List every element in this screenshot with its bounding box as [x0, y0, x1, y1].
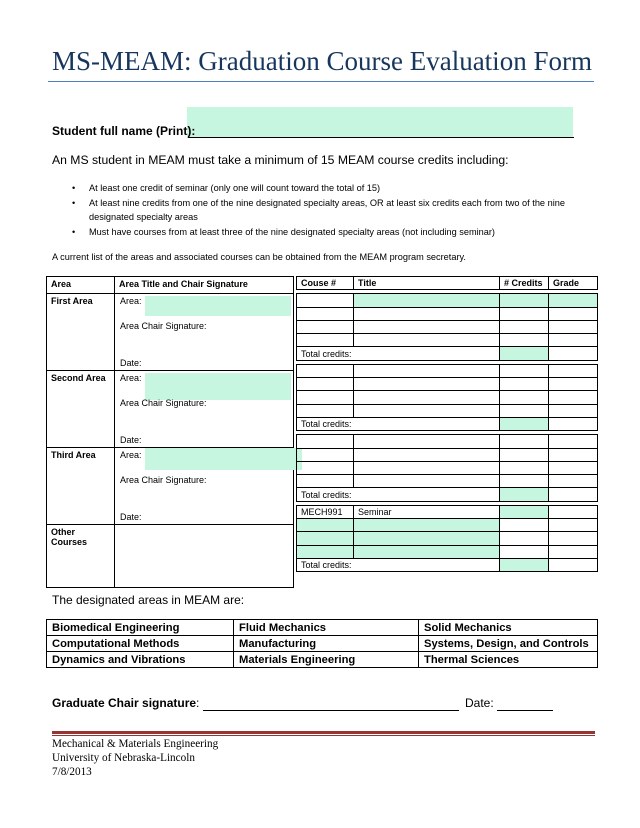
footer-department: Mechanical & Materials Engineering: [52, 738, 219, 750]
areas-table: [46, 276, 294, 588]
seminar-course-number: MECH991: [297, 505, 354, 518]
footer-rule-thin: [52, 735, 595, 736]
designated-area-cell: Materials Engineering: [234, 652, 419, 668]
requirements-intro: An MS student in MEAM must take a minimum of 15 MEAM course credits including:: [52, 153, 509, 167]
course-row: [297, 519, 598, 532]
second-area-field[interactable]: [145, 373, 291, 400]
total-row: [297, 558, 598, 571]
course-row: [297, 334, 598, 347]
total-credits-field[interactable]: [500, 488, 549, 501]
footer-rule: [52, 731, 595, 734]
area-chair-signature-label: Area Chair Signature:: [120, 321, 207, 331]
area-header: Area: [47, 277, 115, 294]
course-row: [297, 545, 598, 558]
footer-date: 7/8/2013: [52, 766, 92, 778]
course-number-cell[interactable]: [297, 294, 354, 307]
footer-university: University of Nebraska-Lincoln: [52, 752, 195, 764]
area-chair-signature-label: Area Chair Signature:: [120, 398, 207, 408]
designated-area-cell: Systems, Design, and Controls: [419, 636, 598, 652]
student-name-field[interactable]: [187, 107, 573, 137]
third-area-cell: [115, 448, 294, 525]
total-credits-label: Total credits:: [297, 417, 500, 430]
course-row: [297, 448, 598, 461]
bullet-icon: •: [72, 197, 76, 208]
other-courses-cell: [115, 525, 294, 588]
designated-area-cell: Solid Mechanics: [419, 620, 598, 636]
requirements-list: [72, 181, 602, 239]
area-label: Area:: [120, 450, 142, 460]
seminar-grade-cell[interactable]: [549, 505, 598, 518]
area-label: Area:: [120, 373, 142, 383]
course-row: [297, 532, 598, 545]
designated-area-cell: Manufacturing: [234, 636, 419, 652]
course-row: [297, 364, 598, 377]
bullet-icon: •: [72, 226, 76, 237]
designated-area-cell: Biomedical Engineering: [47, 620, 234, 636]
designated-row: [47, 620, 598, 636]
course-row: [297, 307, 598, 320]
total-row: [297, 417, 598, 430]
course-number-header: Couse #: [297, 277, 354, 290]
course-row: [297, 475, 598, 488]
title-rule: [48, 81, 594, 82]
date-label: Date:: [120, 358, 142, 368]
area-label: Area:: [120, 296, 142, 306]
course-row: [297, 391, 598, 404]
seminar-credits-field[interactable]: [500, 505, 549, 518]
grade-header: Grade: [549, 277, 598, 290]
signature-line[interactable]: [203, 710, 459, 711]
title-header: Title: [354, 277, 500, 290]
designated-area-cell: Thermal Sciences: [419, 652, 598, 668]
requirement-item: • At least nine credits from one of the nine designated specialty areas, OR at least six credits each from two of the nine designated specialty areas: [72, 197, 565, 222]
designated-areas-table: [46, 619, 598, 668]
date-label: Date:: [120, 512, 142, 522]
third-area-field[interactable]: [145, 448, 302, 470]
requirement-item: • At least one credit of seminar (only one will count toward the total of 15): [72, 181, 602, 196]
course-title-cell[interactable]: [354, 294, 500, 307]
area-chair-signature-label: Area Chair Signature:: [120, 475, 207, 485]
second-area-label: Second Area: [47, 371, 115, 448]
seminar-row: [297, 505, 598, 518]
designated-area-cell: Dynamics and Vibrations: [47, 652, 234, 668]
first-area-field[interactable]: [145, 296, 291, 316]
total-row: [297, 347, 598, 360]
second-area-cell: [115, 371, 294, 448]
first-area-label: First Area: [47, 294, 115, 371]
areas-note: A current list of the areas and associated courses can be obtained from the MEAM program secretary.: [52, 252, 466, 262]
credits-header: # Credits: [500, 277, 549, 290]
course-row: [297, 435, 598, 448]
total-credits-field[interactable]: [500, 558, 549, 571]
designated-area-cell: Fluid Mechanics: [234, 620, 419, 636]
course-row: [297, 404, 598, 417]
designated-row: [47, 636, 598, 652]
first-area-cell: [115, 294, 294, 371]
course-row: [297, 461, 598, 474]
courses-table: [296, 276, 598, 572]
total-credits-field[interactable]: [500, 417, 549, 430]
total-credits-field[interactable]: [500, 347, 549, 360]
designated-row: [47, 652, 598, 668]
course-grade-cell[interactable]: [549, 294, 598, 307]
requirement-item: • Must have courses from at least three of the nine designated specialty areas (not including seminar): [72, 225, 602, 240]
designated-areas-intro: The designated areas in MEAM are:: [52, 593, 245, 607]
student-name-label: Student full name (Print):: [52, 124, 196, 138]
course-row: [297, 294, 598, 307]
student-name-underline: [188, 137, 574, 138]
signature-date-label: Date:: [465, 696, 494, 710]
page-title: MS-MEAM: Graduation Course Evaluation Form: [52, 46, 592, 76]
total-credits-label: Total credits:: [297, 347, 500, 360]
signature-date-line[interactable]: [497, 710, 553, 711]
bullet-icon: •: [72, 183, 76, 193]
other-courses-label: Other Courses: [47, 525, 115, 588]
footer: [52, 737, 218, 779]
total-credits-label: Total credits:: [297, 488, 500, 501]
area-title-header: Area Title and Chair Signature: [115, 277, 294, 294]
total-credits-label: Total credits:: [297, 558, 500, 571]
third-area-label: Third Area: [47, 448, 115, 525]
course-credits-cell[interactable]: [500, 294, 549, 307]
course-row: [297, 378, 598, 391]
total-row: [297, 488, 598, 501]
graduate-chair-signature-label: Graduate Chair signature:: [52, 696, 200, 710]
designated-area-cell: Computational Methods: [47, 636, 234, 652]
date-label: Date:: [120, 435, 142, 445]
seminar-title: Seminar: [354, 505, 500, 518]
course-row: [297, 320, 598, 333]
